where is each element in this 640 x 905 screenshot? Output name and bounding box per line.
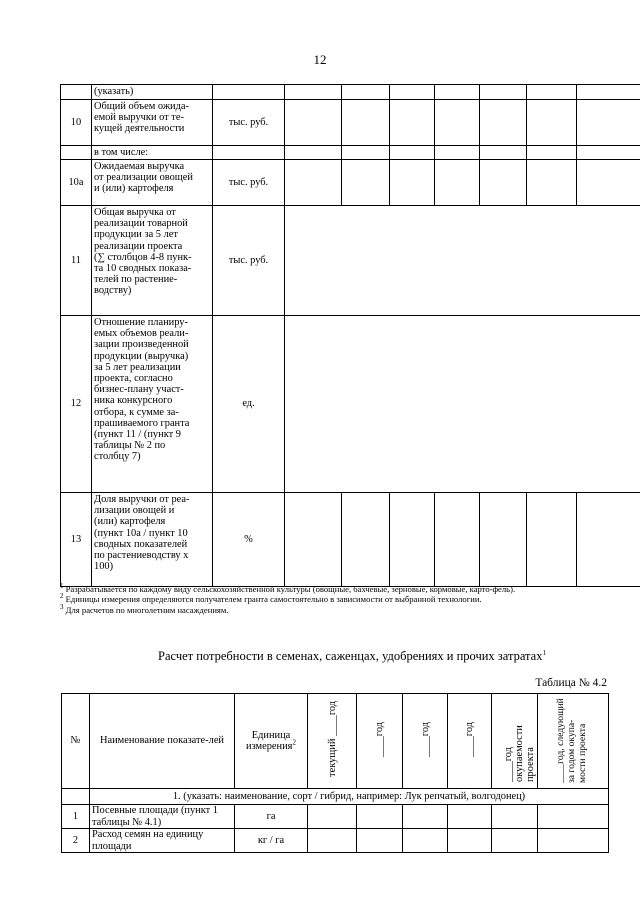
row-number: 13 — [61, 493, 92, 587]
table-row — [61, 85, 640, 100]
row-name: Расход семян на единицу площади — [90, 829, 235, 853]
row-number: 2 — [62, 829, 90, 853]
value-cell — [448, 829, 492, 853]
row-name: Общая выручка от реализации товарной продукции за 5 лет реализации проекта (∑ столбцов 4-8 пунк- та 10 сводных показа- телей по растение- водству) — [92, 206, 213, 316]
footnote-1 — [60, 584, 610, 594]
footnote-text: Единицы измерения определяются получателем гранта самостоятельно в зависимости от выбранной технологии. — [63, 594, 482, 605]
header-name: Наименование показате-лей — [90, 694, 235, 789]
value-cell — [435, 85, 480, 100]
value-cell — [285, 85, 342, 100]
row-name: в том числе: — [92, 146, 213, 160]
value-cell — [577, 160, 640, 206]
value-cell — [480, 160, 527, 206]
value-cell — [435, 160, 480, 206]
row-number — [61, 146, 92, 160]
footnote-3 — [60, 602, 610, 615]
value-cell — [403, 805, 448, 829]
value-cell — [538, 829, 609, 853]
value-cell — [480, 493, 527, 587]
row-name: Посевные площади (пункт 1 таблицы № 4.1) — [90, 805, 235, 829]
footnotes — [60, 584, 610, 615]
summary-indicators-table — [60, 84, 640, 587]
value-cell — [342, 100, 390, 146]
table-row — [61, 493, 640, 587]
table-row — [61, 160, 640, 206]
row-unit: га — [235, 805, 308, 829]
footnote-mark: 3 — [60, 602, 64, 611]
value-cell — [492, 805, 538, 829]
header-unit — [235, 694, 308, 789]
value-cell — [342, 493, 390, 587]
row-number: 11 — [61, 206, 92, 316]
value-cell — [577, 146, 640, 160]
value-cell — [308, 805, 357, 829]
page-number: 12 — [313, 52, 327, 67]
row-number: 10а — [61, 160, 92, 206]
value-cell — [538, 805, 609, 829]
footnote-mark: 2 — [60, 592, 64, 601]
row-name: Ожидаемая выручка от реализации овощей и (или) картофеля — [92, 160, 213, 206]
row-unit: тыс. руб. — [213, 100, 285, 146]
value-cell — [435, 493, 480, 587]
row-name: Общий объем ожида- емой выручки от те- кущей деятельности — [92, 100, 213, 146]
header-next-year-text: ____год, следующий за годом окупа-мости проекта — [555, 698, 588, 784]
value-cell — [527, 100, 577, 146]
footnote-text: Разрабатывается по каждому виду сельскохозяйственной культуры (овощные, бахчевые, зерновые, кормовые, карто-фель). — [63, 584, 516, 594]
row-number: 12 — [61, 316, 92, 493]
value-cell — [435, 100, 480, 146]
row-unit: тыс. руб. — [213, 160, 285, 206]
value-cell — [342, 160, 390, 206]
row-number: 1 — [62, 805, 90, 829]
row-number — [61, 85, 92, 100]
value-cell — [492, 829, 538, 853]
value-cell — [480, 146, 527, 160]
value-cell — [285, 160, 342, 206]
header-payback-year — [492, 694, 538, 789]
row-name: Отношение планиру- емых объемов реали- зации произведенной продукции (выручка) за 5 лет реализации проекта, согласно бизнес-плану участ- ника конкурсного отбора, к сумме за- прашиваемого гранта (пункт 11 / (пункт 9 таблицы № 2 по столбцу 7) — [92, 316, 213, 493]
footnote-mark: 2 — [292, 738, 296, 747]
header-year-4 — [448, 694, 492, 789]
table-row — [61, 316, 640, 493]
table-row — [62, 829, 609, 853]
value-cell — [390, 146, 435, 160]
value-cell — [285, 493, 342, 587]
table-label: Таблица № 4.2 — [535, 677, 607, 689]
header-current-year-text: текущий ____год — [326, 701, 338, 778]
row-name: (указать) — [92, 85, 213, 100]
footnote-2 — [60, 594, 610, 604]
value-cell — [527, 146, 577, 160]
value-cell — [527, 160, 577, 206]
row-unit: кг / га — [235, 829, 308, 853]
header-payback-year-text: ____год окупаемости проекта — [502, 725, 536, 783]
value-cell — [308, 829, 357, 853]
value-cell — [390, 493, 435, 587]
value-cell — [577, 85, 640, 100]
header-year-4-text: ____год — [464, 721, 475, 757]
header-next-year — [538, 694, 609, 789]
header-year-2-text: ____год — [374, 721, 385, 757]
header-unit-text: Единица измерения — [246, 729, 293, 752]
value-cell — [390, 100, 435, 146]
header-year-3-text: ____год — [419, 721, 431, 757]
row-unit: тыс. руб. — [213, 206, 285, 316]
row-unit — [213, 146, 285, 160]
section-title-text: Расчет потребности в семенах, саженцах, удобрениях и прочих затратах — [158, 649, 543, 663]
footnote-text: Для расчетов по многолетним насаждениям. — [63, 604, 229, 615]
value-cell — [480, 100, 527, 146]
row-unit — [213, 85, 285, 100]
value-cell — [527, 493, 577, 587]
merged-value-cell — [285, 206, 640, 316]
footnote-mark: 1 — [542, 648, 546, 657]
group-label: 1. (указать: наименование, сорт / гибрид, например: Лук репчатый, волгодонец) — [90, 789, 609, 805]
value-cell — [435, 146, 480, 160]
row-name: Доля выручки от реа- лизации овощей и (или) картофеля (пункт 10а / пункт 10 сводных показателей по растениеводству х 100) — [92, 493, 213, 587]
value-cell — [357, 805, 403, 829]
footnote-mark: 1 — [60, 582, 64, 591]
table-row — [62, 805, 609, 829]
value-cell — [285, 146, 342, 160]
table-row — [61, 206, 640, 316]
value-cell — [403, 829, 448, 853]
seed-needs-table — [61, 693, 609, 853]
value-cell — [527, 85, 577, 100]
merged-value-cell — [285, 316, 640, 493]
value-cell — [390, 160, 435, 206]
value-cell — [577, 100, 640, 146]
value-cell — [342, 85, 390, 100]
table-row — [61, 100, 640, 146]
header-year-3 — [403, 694, 448, 789]
section-title — [0, 649, 640, 664]
header-year-2 — [357, 694, 403, 789]
row-unit: % — [213, 493, 285, 587]
group-num-cell — [62, 789, 90, 805]
value-cell — [480, 85, 527, 100]
row-number: 10 — [61, 100, 92, 146]
value-cell — [448, 805, 492, 829]
value-cell — [357, 829, 403, 853]
table-row — [61, 146, 640, 160]
row-unit: ед. — [213, 316, 285, 493]
group-row — [62, 789, 609, 805]
header-current-year — [308, 694, 357, 789]
table-header-row — [62, 694, 609, 789]
value-cell — [577, 493, 640, 587]
value-cell — [342, 146, 390, 160]
value-cell — [390, 85, 435, 100]
header-num: № — [62, 694, 90, 789]
value-cell — [285, 100, 342, 146]
